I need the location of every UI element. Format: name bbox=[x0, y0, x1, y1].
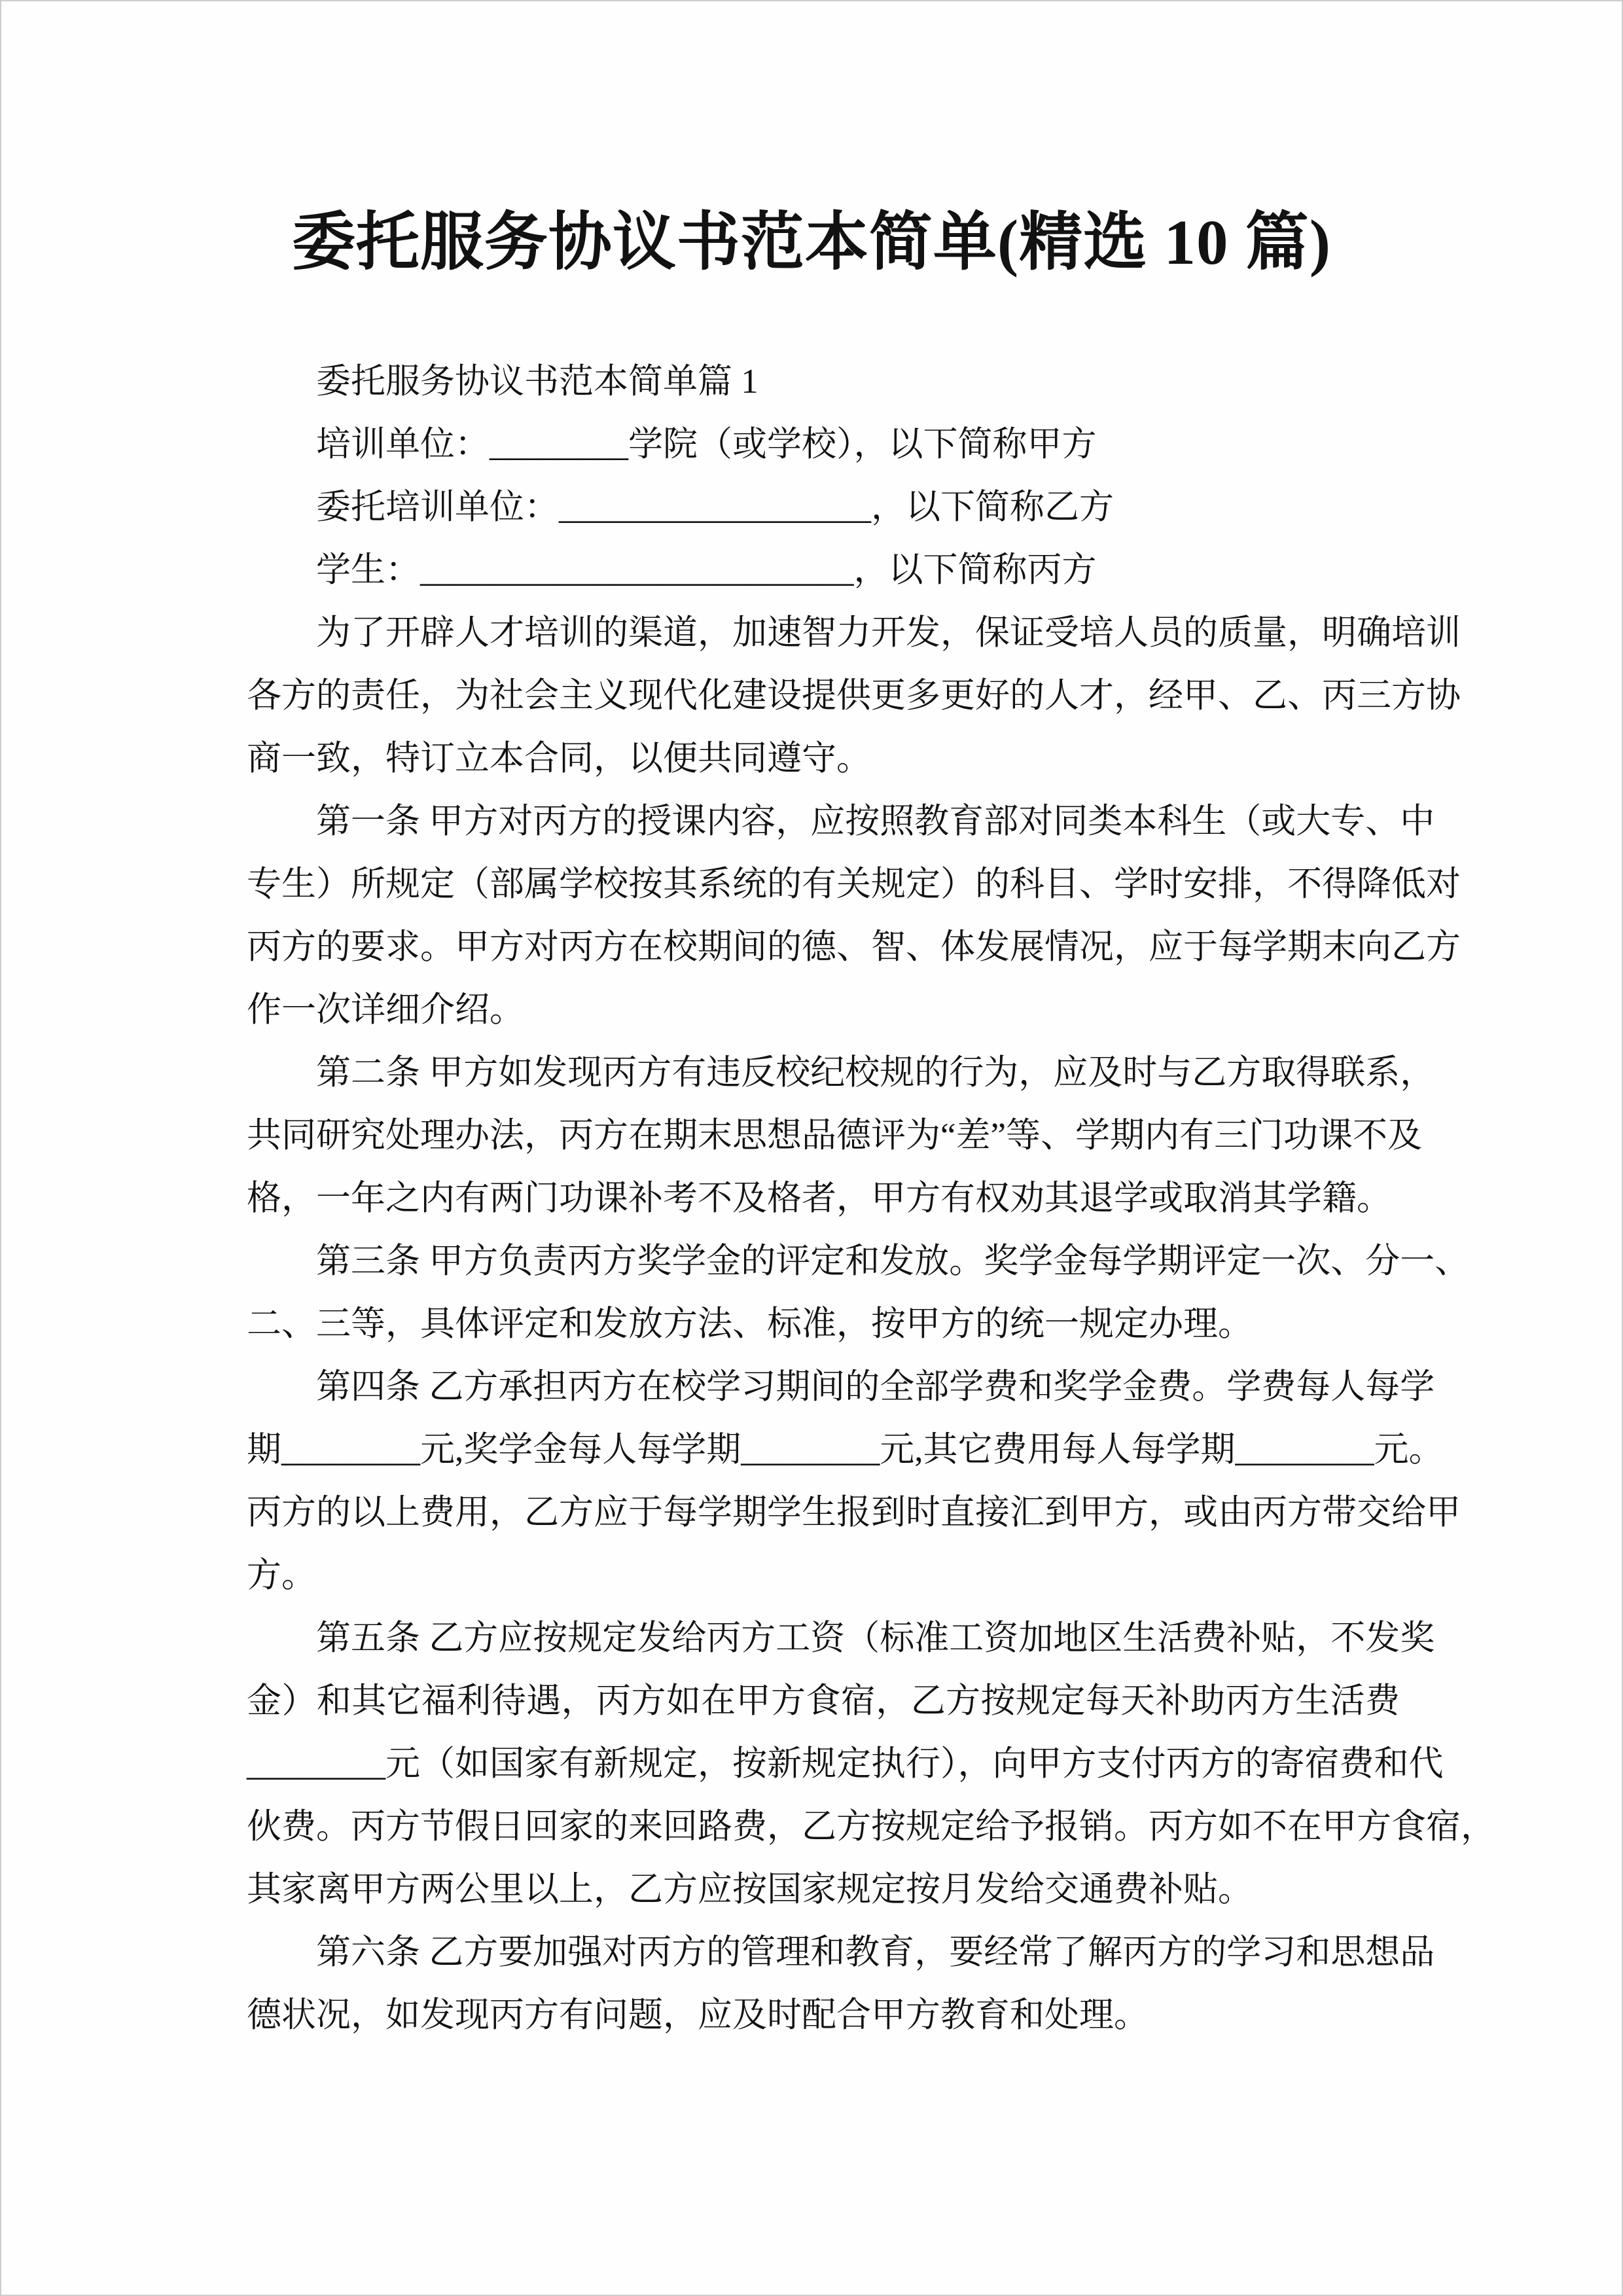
text-line: 德状况，如发现丙方有问题，应及时配合甲方教育和处理。 bbox=[247, 1996, 1149, 2034]
text-line: 第二条 甲方如发现丙方有违反校纪校规的行为，应及时与乙方取得联系， bbox=[316, 1054, 1435, 1092]
text-line: 学生：_________________________，以下简称丙方 bbox=[316, 551, 1097, 589]
text-line: 专生）所规定（部属学校按其系统的有关规定）的科目、学时安排，不得降低对 bbox=[247, 865, 1461, 903]
text-line: 二、三等，具体评定和发放方法、标准，按甲方的统一规定办理。 bbox=[247, 1305, 1253, 1343]
text-line: 委托服务协议书范本简单篇 1 bbox=[316, 363, 758, 401]
text-line: 其家离甲方两公里以上，乙方应按国家规定按月发给交通费补贴。 bbox=[247, 1871, 1253, 1909]
text-line: 金）和其它福利待遇，丙方如在甲方食宿，乙方按规定每天补助丙方生活费 bbox=[247, 1682, 1400, 1720]
text-line: 伙费。丙方节假日回家的来回路费，乙方按规定给予报销。丙方如不在甲方食宿， bbox=[247, 1808, 1495, 1846]
document-body bbox=[247, 350, 1495, 2047]
text-line: 作一次详细介绍。 bbox=[247, 991, 524, 1029]
text-line: 格，一年之内有两门功课补考不及格者，甲方有权劝其退学或取消其学籍。 bbox=[247, 1179, 1391, 1217]
text-line: 商一致，特订立本合同，以便共同遵守。 bbox=[247, 740, 871, 778]
document-title: 委托服务协议书范本简单(精选 10 篇) bbox=[291, 207, 1332, 278]
text-line: 方。 bbox=[247, 1556, 316, 1594]
text-line: 第五条 乙方应按规定发给丙方工资（标准工资加地区生活费补贴，不发奖 bbox=[316, 1619, 1435, 1657]
text-line: 委托培训单位：__________________，以下简称乙方 bbox=[316, 488, 1114, 526]
text-line: 第三条 甲方负责丙方奖学金的评定和发放。奖学金每学期评定一次、分一、 bbox=[316, 1242, 1470, 1280]
text-line: 为了开辟人才培训的渠道，加速智力开发，保证受培人员的质量，明确培训 bbox=[316, 614, 1461, 652]
text-line: 培训单位：________学院（或学校），以下简称甲方 bbox=[316, 425, 1097, 463]
text-line: 期________元,奖学金每人每学期________元,其它费用每人每学期________元。 bbox=[247, 1431, 1444, 1469]
text-line: 第一条 甲方对丙方的授课内容，应按照教育部对同类本科生（或大专、中 bbox=[316, 802, 1435, 840]
text-line: 丙方的以上费用，乙方应于每学期学生报到时直接汇到甲方，或由丙方带交给甲 bbox=[247, 1494, 1461, 1532]
text-line: 丙方的要求。甲方对丙方在校期间的德、智、体发展情况，应于每学期末向乙方 bbox=[247, 928, 1461, 966]
text-line: 第四条 乙方承担丙方在校学习期间的全部学费和奖学金费。学费每人每学 bbox=[316, 1368, 1435, 1406]
text-line: 第六条 乙方要加强对丙方的管理和教育，要经常了解丙方的学习和思想品 bbox=[316, 1933, 1435, 1971]
text-line: ________元（如国家有新规定，按新规定执行），向甲方支付丙方的寄宿费和代 bbox=[247, 1745, 1444, 1783]
text-line: 共同研究处理办法，丙方在期末思想品德评为“差”等、学期内有三门功课不及 bbox=[247, 1117, 1423, 1155]
text-line: 各方的责任，为社会主义现代化建设提供更多更好的人才，经甲、乙、丙三方协 bbox=[247, 677, 1461, 715]
